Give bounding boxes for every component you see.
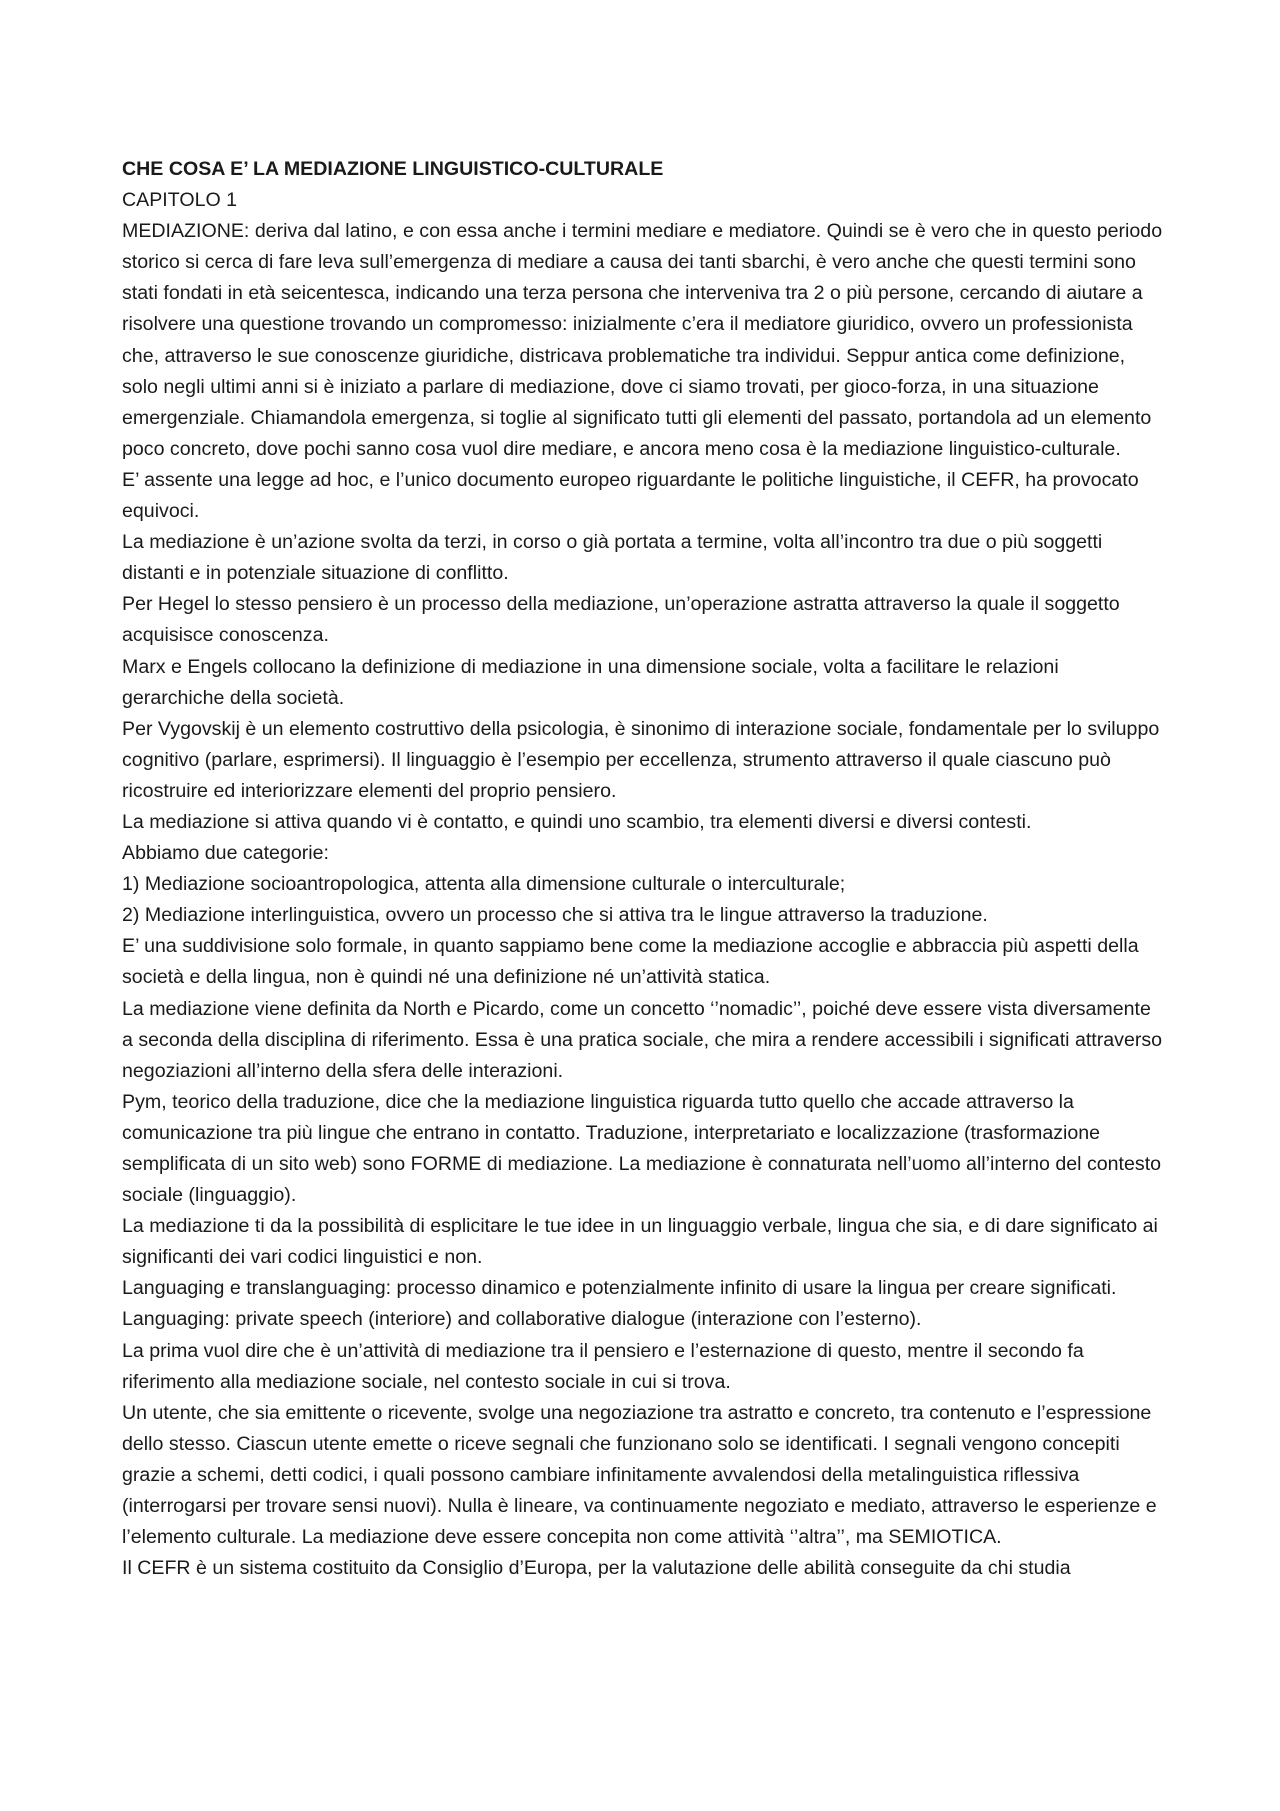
- paragraph-1: MEDIAZIONE: deriva dal latino, e con essa anche i termini mediare e mediatore. Quindi se è vero che in questo periodo storico si cerca di fare leva sull’emergenza di mediare a causa dei tanti sbarchi, è vero anche che questi termini sono stati fondati in età seicentesca, indicando una terza persona che interveniva tra 2 o più persone, cercando di aiutare a risolvere una questione trovando un compromesso: inizialmente c’era il mediatore giuridico, ovvero un professionista che, attraverso le sue conoscenze giuridiche, districava problematiche tra individui. Seppur antica come definizione, solo negli ultimi anni si è iniziato a parlare di mediazione, dove ci siamo trovati, per gioco-forza, in una situazione emergenziale. Chiamandola emergenza, si toglie al significato tutti gli elementi del passato, portandola ad un elemento poco concreto, dove pochi sanno cosa vuol dire mediare, e ancora meno cosa è la mediazione linguistico-culturale.: [122, 220, 1163, 460]
- paragraph-3: La mediazione è un’azione svolta da terzi, in corso o già portata a termine, volta all’incontro tra due o più soggetti distanti e in potenziale situazione di conflitto.: [122, 531, 1103, 585]
- paragraph-6: Per Vygovskij è un elemento costruttivo della psicologia, è sinonimo di interazione sociale, fondamentale per lo sviluppo cognitivo (parlare, esprimersi). Il linguaggio è l’esempio per eccellenza, strumento attraverso il quale ciascuno può ricostruire ed interiorizzare elementi del proprio pensiero.: [122, 717, 1160, 802]
- paragraph-11: E’ una suddivisione solo formale, in quanto sappiamo bene come la mediazione accoglie e abbraccia più aspetti della società e della lingua, non è quindi né una definizione né un’attività statica.: [122, 935, 1139, 989]
- paragraph-16: Languaging: private speech (interiore) and collaborative dialogue (interazione con l’esterno).: [122, 1308, 922, 1331]
- paragraph-5: Marx e Engels collocano la definizione di mediazione in una dimensione sociale, volta a facilitare le relazioni gerarchiche della società.: [122, 655, 1059, 709]
- paragraph-12: La mediazione viene definita da North e Picardo, come un concetto ‘’nomadic’’, poiché deve essere vista diversamente a seconda della disciplina di riferimento. Essa è una pratica sociale, che mira a rendere accessibili i significati attraverso negoziazioni all’interno della sfera delle interazioni.: [122, 997, 1163, 1082]
- paragraph-8: Abbiamo due categorie:: [122, 842, 329, 865]
- paragraph-7: La mediazione si attiva quando vi è contatto, e quindi uno scambio, tra elementi diversi e diversi contesti.: [122, 810, 1032, 833]
- list-item-1: 1) Mediazione socioantropologica, attenta alla dimensione culturale o interculturale;: [122, 873, 846, 896]
- paragraph-17: La prima vuol dire che è un’attività di mediazione tra il pensiero e l’esternazione di questo, mentre il secondo fa riferimento alla mediazione sociale, nel contesto sociale in cui si trova.: [122, 1339, 1084, 1393]
- paragraph-19: Il CEFR è un sistema costituito da Consiglio d’Europa, per la valutazione delle abilità conseguite da chi studia: [122, 1557, 1071, 1580]
- document-page: [122, 154, 1166, 1584]
- paragraph-15: Languaging e translanguaging: processo dinamico e potenzialmente infinito di usare la lingua per creare significati.: [122, 1277, 1117, 1300]
- paragraph-4: Per Hegel lo stesso pensiero è un processo della mediazione, un’operazione astratta attraverso la quale il soggetto acquisisce conoscenza.: [122, 593, 1120, 647]
- paragraph-2: E’ assente una legge ad hoc, e l’unico documento europeo riguardante le politiche linguistiche, il CEFR, ha provocato equivoci.: [122, 468, 1139, 523]
- list-item-2: 2) Mediazione interlinguistica, ovvero un processo che si attiva tra le lingue attraverso la traduzione.: [122, 904, 988, 927]
- document-title: CHE COSA E’ LA MEDIAZIONE LINGUISTICO-CULTURALE: [122, 158, 664, 180]
- paragraph-13: Pym, teorico della traduzione, dice che la mediazione linguistica riguarda tutto quello che accade attraverso la comunicazione tra più lingue che entrano in contatto. Traduzione, interpretariato e localizzazione (trasformazione semplificata di un sito web) sono FORME di mediazione. La mediazione è connaturata nell’uomo all’interno del contesto sociale (linguaggio).: [122, 1090, 1162, 1207]
- chapter-heading: CAPITOLO 1: [122, 189, 238, 212]
- paragraph-14: La mediazione ti da la possibilità di esplicitare le tue idee in un linguaggio verbale, lingua che sia, e di dare significato ai significanti dei vari codici linguistici e non.: [122, 1215, 1158, 1269]
- paragraph-18: Un utente, che sia emittente o ricevente, svolge una negoziazione tra astratto e concreto, tra contenuto e l’espressione dello stesso. Ciascun utente emette o riceve segnali che funzionano solo se identificati. I segnali vengono concepiti grazie a schemi, detti codici, i quali possono cambiare infinitamente avvalendosi della metalinguistica riflessiva (interrogarsi per trovare sensi nuovi). Nulla è lineare, va continuamente negoziato e mediato, attraverso le esperienze e l’elemento culturale. La mediazione deve essere concepita non come attività ‘’altra’’, ma SEMIOTICA.: [122, 1401, 1157, 1549]
